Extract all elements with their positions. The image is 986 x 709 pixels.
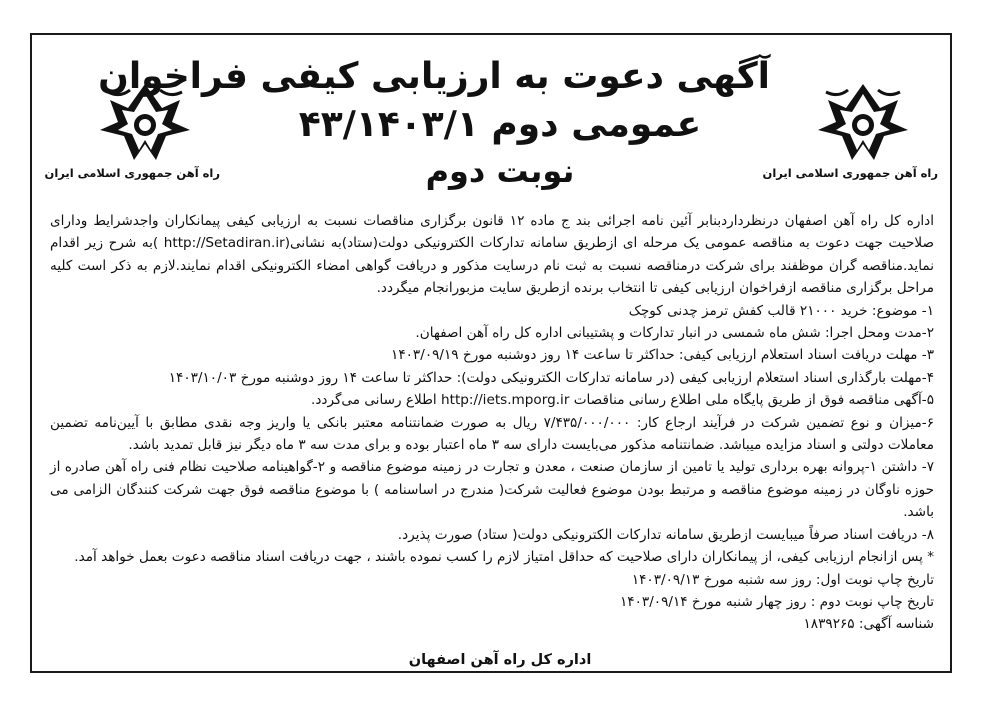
item-doc-deadline: ۳- مهلت دریافت اسناد استعلام ارزیابی کیفی: حداکثر تا ساعت ۱۴ روز دوشنبه مورخ ۱۴۰۳/۰۹/۱۹ xyxy=(391,347,934,364)
item-requirements: ۷- داشتن ۱-پروانه بهره برداری تولید یا تامین از سازمان صنعت ، معدن و تجارت در زمینه موضوع مناقصه و ۲-گواهینامه صلاحیت نظام فنی راه آهن صادره از حوزه ناوگان در زمینه موضوع مناقصه و مرتبط بودن موضوع فعالیت شرکت( مندرج در اساسنامه ) با موضوع مناقصه فوق جهت شرکت کنندگان الزامی می باشد. xyxy=(50,459,934,521)
logo-caption: راه آهن جمهوری اسلامی ایران xyxy=(44,166,220,180)
note: * پس ازانجام ارزیابی کیفی، از پیمانکاران دارای صلاحیت که حداقل امتیاز لازم را کسب نموده باشند ، جهت دریافت اسناد مناقصه دعوت بعمل خواهد آمد. xyxy=(74,549,934,566)
logo-caption: راه آهن جمهوری اسلامی ایران xyxy=(762,166,938,180)
notice-round: نوبت دوم xyxy=(425,152,575,190)
item-guarantee: ۶-میزان و نوع تضمین شرکت در فرآیند ارجاع کار: ۷/۴۳۵/۰۰۰/۰۰۰ ریال به صورت ضمانتنامه معتبر بانکی یا واریز وجه نقدی مطابق با آیین‌نامه تضمین معاملات دولتی و اسناد مزایده میباشد. ضمانتنامه مذکور می‌بایست دارای سه ۳ ماه اعتبار بوده و برای مدت سه ۳ ماه دیگر نیز قابل تمدید باشد. xyxy=(50,414,934,454)
notice-title: آگهی دعوت به ارزیابی کیفی فراخوان xyxy=(98,56,770,97)
railway-emblem-icon xyxy=(808,78,918,166)
signature: اداره کل راه آهن اصفهان xyxy=(408,652,592,668)
item-documents: ۸- دریافت اسناد صرفاً میبایست ازطریق سامانه تدارکات الکترونیکی دولت( ستاد) صورت پذیرد. xyxy=(397,526,934,543)
print-date-second: تاریخ چاپ نوبت دوم : روز چهار شنبه مورخ ۱۴۰۳/۰۹/۱۴ xyxy=(619,593,934,610)
item-upload-deadline: ۴-مهلت بارگذاری اسناد استعلام ارزیابی کیفی (در سامانه تدارکات الکترونیکی دولت): حداکثر تا ساعت ۱۴ روز دوشنبه مورخ ۱۴۰۳/۱۰/۰۳ xyxy=(168,369,934,386)
notice-title-number: عمومی دوم ۴۳/۱۴۰۳/۱ xyxy=(298,104,702,145)
item-announcement: ۵-آگهی مناقصه فوق از طریق پایگاه ملی اطلاع رسانی مناقصات http://iets.mporg.ir اطلاع رسانی می‌گردد. xyxy=(311,392,934,409)
railway-logo-right xyxy=(762,78,938,188)
item-duration: ۲-مدت ومحل اجرا: شش ماه شمسی در انبار تدارکات و پشتیبانی اداره کل راه آهن اصفهان. xyxy=(415,325,934,342)
notice-body xyxy=(50,210,934,636)
intro-paragraph: اداره کل راه آهن اصفهان درنظردارد‌بنابر آئین نامه اجرائی بند ج ماده ۱۲ قانون برگزاری مناقصات نسبت به ارزیابی کیفی پیمانکاران واجدشرایط ودارای صلاحیت جهت دعوت به مناقصه عمومی یک مرحله ای ازطریق سامانه تدارکات الکترونیکی دولت(ستاد)به نشانی(http://Setadiran.ir )به شرح زیر اقدام نماید.مناقصه گران موظفند برای شرکت درمناقصه نسبت به ثبت نام درسایت مذکور و دریافت گواهی امضاء الکترونیکی اقدام نمایند.لازم به ذکر است کلیه مراحل برگزاری مناقصه ازفراخوان ارزیابی کیفی تا انتخاب برنده ازطریق سایت مزبورانجام میگردد. xyxy=(50,213,934,297)
ad-identifier: شناسه آگهی: ۱۸۳۹۲۶۵ xyxy=(803,616,934,633)
item-subject: ۱- موضوع: خرید ۲۱۰۰۰ قالب کفش ترمز چدنی کوچک xyxy=(628,302,934,319)
print-date-first: تاریخ چاپ نوبت اول: روز سه شنبه مورخ ۱۴۰۳/۰۹/۱۳ xyxy=(631,571,934,588)
